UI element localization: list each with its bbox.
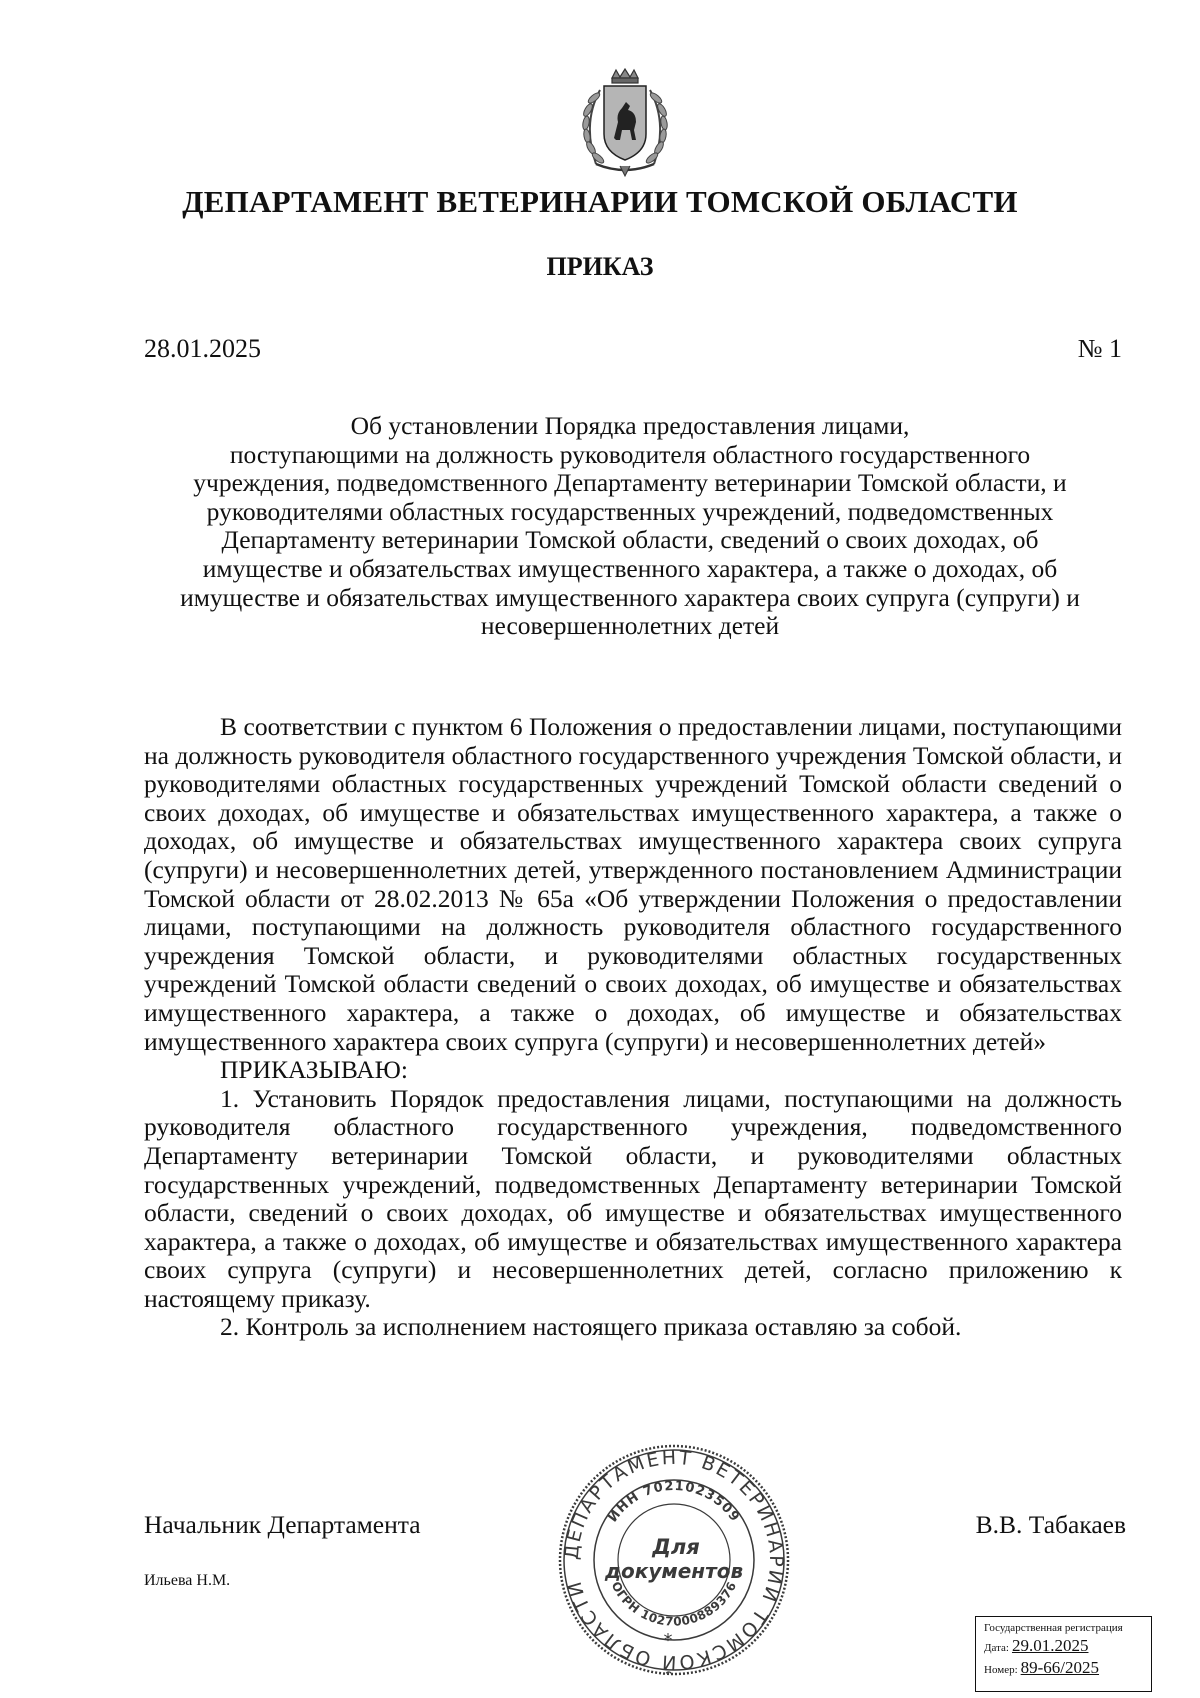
department-title: ДЕПАРТАМЕНТ ВЕТЕРИНАРИИ ТОМСКОЙ ОБЛАСТИ bbox=[182, 184, 1018, 219]
executor-name: Ильева Н.М. bbox=[144, 1572, 231, 1589]
subject-line: Об установлении Порядка предоставления лицами, bbox=[350, 411, 910, 440]
registration-number-label: Номер: bbox=[984, 1664, 1018, 1676]
seal-center-line2: документов bbox=[604, 1559, 744, 1583]
order-date: 28.01.2025 bbox=[144, 334, 261, 363]
subject-line: учреждения, подведомственного Департаменту ветеринарии Томской области, и bbox=[193, 468, 1067, 498]
registration-date-label: Дата: bbox=[984, 1642, 1009, 1654]
seal-star: * bbox=[663, 1630, 673, 1651]
subject-line: имуществе и обязательствах имущественного характера, а также о доходах, об bbox=[202, 553, 1058, 583]
svg-text:ИНН 7021023509 bbox=[606, 1479, 743, 1525]
signatory-name: В.В. Табакаев bbox=[975, 1510, 1126, 1539]
registration-date-row bbox=[984, 1636, 1143, 1655]
document-type: ПРИКАЗ bbox=[546, 252, 654, 281]
registration-number-row bbox=[984, 1658, 1143, 1677]
registration-title: Государственная регистрация bbox=[984, 1622, 1123, 1634]
subject-line: поступающими на должность руководителя областного государственного bbox=[229, 439, 1031, 469]
svg-text:ОГРН 1027000889376 bbox=[609, 1579, 740, 1628]
subject-line: несовершеннолетних детей bbox=[480, 611, 780, 641]
order-item-1: 1. Установить Порядок предоставления лицами, поступающими на должность руководителя областного государственного учреждения, подведомственного Департаменту ветеринарии Томской области, и руководителями областных государственных учреждений, подведомственных Департаменту ветеринарии Томской области, сведений о своих доходах, об имуществе и обязательствах имущественного характера, а также о доходах, об имуществе и обязательствах имущественного характера своих супруга (супруги) и несовершеннолетних детей, согласно приложению к настоящему приказу. bbox=[144, 1083, 1122, 1313]
registration-number-value: 89-66/2025 bbox=[1020, 1658, 1100, 1677]
order-item-2: 2. Контроль за исполнением настоящего приказа оставляю за собой. bbox=[220, 1312, 962, 1342]
subject-line: Департаменту ветеринарии Томской области, сведений о своих доходах, об bbox=[221, 525, 1039, 555]
registration-date-value: 29.01.2025 bbox=[1011, 1636, 1089, 1655]
official-seal-stamp bbox=[556, 1442, 792, 1678]
coat-of-arms-emblem bbox=[570, 68, 680, 180]
seal-ogrn: ОГРН 1027000889376 bbox=[608, 1579, 740, 1629]
subject-line: руководителями областных государственных учреждений, подведомственных bbox=[206, 496, 1054, 526]
state-registration-box bbox=[975, 1616, 1152, 1692]
order-body bbox=[144, 713, 1122, 1342]
date-number-row bbox=[144, 334, 1122, 364]
seal-center-line1: Для bbox=[652, 1535, 700, 1559]
preamble-paragraph: В соответствии с пунктом 6 Положения о предоставлении лицами, поступающими на должность руководителя областного государственного учреждения Томской области, и руководителями областных государственных учреждений Томской области сведений о своих доходах, об имуществе и обязательствах имущественного характера, а также о доходах, об имуществе и обязательствах имущественного характера своих супруга (супруги) и несовершеннолетних детей, утвержденного постановлением Администрации Томской области от 28.02.2013 № 65а «Об утверждении Положения о предоставлении лицами, поступающими на должность руководителя областного государственного учреждения Томской области, и руководителями областных государственных учреждений Томской области сведений о своих доходах, об имуществе и обязательствах имущественного характера, а также о доходах, об имуществе и обязательствах имущественного характера своих супруга (супруги) и несовершеннолетних детей» bbox=[144, 712, 1122, 1056]
order-subject bbox=[130, 412, 1130, 641]
subject-line: имуществе и обязательствах имущественного характера своих супруга (супруги) и bbox=[180, 582, 1080, 612]
order-word: ПРИКАЗЫВАЮ: bbox=[220, 1055, 408, 1085]
signatory-position: Начальник Департамента bbox=[144, 1510, 421, 1539]
order-number: № 1 bbox=[1077, 334, 1122, 363]
seal-outer-text: ДЕПАРТАМЕНТ ВЕТЕРИНАРИИ ТОМСКОЙ ОБЛАСТИ bbox=[560, 1446, 788, 1674]
seal-inn: ИНН 7021023509 bbox=[605, 1478, 743, 1526]
